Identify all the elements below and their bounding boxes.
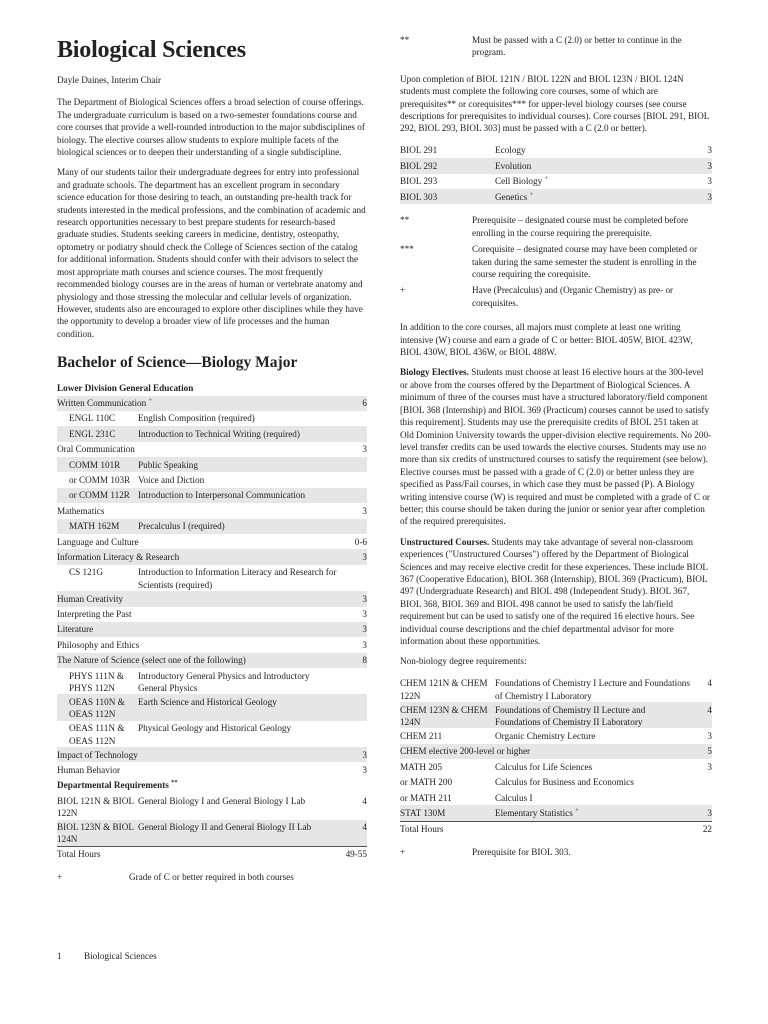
course-title bbox=[495, 191, 692, 205]
nonbio-course-row bbox=[400, 805, 712, 820]
course-row bbox=[57, 488, 367, 503]
course-hours: 3 bbox=[707, 160, 712, 171]
core-intro-paragraph: Upon completion of BIOL 121N / BIOL 122N and BIOL 123N / BIOL 124N students must complete the following core courses, some of which are prerequisites** or corequisites*** for upper-level biology courses (see course descriptions for prerequisites to individual courses). Core courses [BIOL 291, BIOL 292, BIOL 293, BIOL 303] must be passed with a C (2.0 or better). bbox=[400, 73, 710, 134]
category-row bbox=[57, 653, 367, 668]
core-course-row bbox=[400, 158, 712, 173]
nonbio-course-row bbox=[400, 676, 712, 702]
category-name bbox=[57, 505, 337, 517]
course-hours: 3 bbox=[707, 761, 712, 772]
course-code: OEAS 111N & OEAS 112N bbox=[69, 723, 125, 746]
note-symbol: + bbox=[400, 285, 406, 296]
course-code: MATH 162M bbox=[69, 521, 120, 532]
nonbio-course-row bbox=[400, 775, 712, 790]
course-title bbox=[495, 792, 692, 806]
course-code: CS 121G bbox=[69, 567, 103, 578]
requisite-notes bbox=[400, 214, 712, 309]
course-row bbox=[57, 668, 367, 694]
note-symbol: ** bbox=[400, 35, 410, 45]
course-title: Precalculus I (required) bbox=[138, 521, 225, 532]
course-hours: 5 bbox=[707, 746, 712, 757]
course-hours: 3 bbox=[707, 730, 712, 741]
course-title-text: Genetics bbox=[495, 191, 528, 202]
course-title bbox=[495, 807, 692, 821]
category-sup: + bbox=[148, 396, 153, 404]
dept-course-row bbox=[57, 793, 367, 819]
course-hours: 3 bbox=[707, 145, 712, 156]
nonbio-course-row bbox=[400, 702, 712, 728]
course-title bbox=[530, 745, 692, 759]
category-label: Human Behavior bbox=[57, 764, 121, 775]
core-course-row bbox=[400, 143, 712, 158]
left-footnote bbox=[57, 871, 367, 883]
category-label: The Nature of Science (select one of the following) bbox=[57, 655, 246, 666]
dept-req-heading-row bbox=[57, 778, 367, 793]
category-row bbox=[57, 396, 367, 411]
course-title: Introduction to Interpersonal Communication bbox=[138, 490, 306, 501]
note-symbol: ** bbox=[400, 215, 410, 226]
course-sup: + bbox=[575, 806, 579, 814]
nonbio-total-row bbox=[400, 821, 712, 836]
course-title: Introduction to Information Literacy and Research for Scientists (required) bbox=[138, 567, 337, 590]
note-text: Must be passed with a C (2.0) or better to continue in the program. bbox=[472, 35, 682, 58]
course-title: General Biology I and General Biology I Lab bbox=[138, 795, 306, 806]
total-hours-row bbox=[57, 846, 367, 861]
nonbio-total-value: 22 bbox=[702, 824, 712, 835]
lower-division-heading: Lower Division General Education bbox=[57, 382, 194, 393]
course-title-text: Calculus for Life Sciences bbox=[495, 761, 593, 772]
category-hours: 3 bbox=[362, 505, 367, 516]
category-label: Mathematics bbox=[57, 505, 105, 516]
course-code: or MATH 200 bbox=[400, 777, 453, 788]
writing-intensive-paragraph: In addition to the core courses, all majors must complete at least one writing intensive (W) course and earn a grade of C or better: BIOL 405W, BIOL 423W, BIOL 430W, BIOL 436W, or BIOL 488W. bbox=[400, 322, 693, 358]
course-title-text: Organic Chemistry Lecture bbox=[495, 730, 596, 741]
course-code: COMM 101R bbox=[69, 459, 121, 470]
course-title bbox=[495, 761, 692, 775]
category-label: Oral Communication bbox=[57, 444, 135, 455]
right-footnote bbox=[400, 846, 712, 858]
category-row bbox=[57, 637, 367, 652]
note-text: Prerequisite – designated course must be completed before enrolling in the course requiring the prerequisite. bbox=[472, 215, 689, 238]
category-label: Human Creativity bbox=[57, 593, 124, 604]
course-hours: 4 bbox=[362, 795, 367, 806]
category-hours: 3 bbox=[362, 444, 367, 455]
course-hours bbox=[692, 792, 712, 806]
curriculum-table bbox=[57, 380, 367, 861]
category-row bbox=[57, 622, 367, 637]
footnote-symbol: + bbox=[400, 847, 406, 858]
category-name bbox=[57, 443, 337, 455]
course-title bbox=[495, 677, 692, 702]
course-hours bbox=[692, 776, 712, 790]
major-title: Bachelor of Science—Biology Major bbox=[57, 354, 298, 372]
category-hours: 8 bbox=[362, 655, 367, 666]
course-title-text: Elementary Statistics bbox=[495, 807, 573, 818]
course-title bbox=[495, 144, 692, 158]
course-title-text: Evolution bbox=[495, 160, 532, 171]
chair-name: Dayle Daines, Interim Chair bbox=[57, 75, 162, 85]
category-hours: 3 bbox=[362, 639, 367, 650]
course-row bbox=[57, 721, 367, 747]
category-name bbox=[57, 764, 337, 776]
course-title: Voice and Diction bbox=[138, 474, 205, 485]
intro-paragraph-2: Many of our students tailor their undergraduate degrees for entry into professional and graduate schools. The department has an excellent program in secondary science education for those desiring to teach, an outstanding pre-health track for students interested in the medical professions, and the combination of academic and research opportunities necessary to best prepare students for research-based graduate studies. Students seeking careers in medicine, dentistry, osteopathy, optometry or podiatry should check the College of Sciences section of the catalog for additional information. Students should confer with their advisors to select the most appropriate math courses and science courses. The most frequently recommended biology courses are in the areas of human or vertebrate anatomy and physiology and those stressing the molecular and cellular levels of organization. However, students also are encouraged to explore other disciplines while they have the opportunity to develop a broader view of life processes and the human condition. bbox=[57, 167, 366, 339]
course-title bbox=[495, 776, 692, 790]
course-title bbox=[495, 175, 692, 189]
note-text: Have (Precalculus) and (Organic Chemistry) as pre- or corequisites. bbox=[472, 285, 674, 308]
dept-req-heading: Departmental Requirements ** bbox=[57, 779, 178, 791]
course-title: Introduction to Technical Writing (required) bbox=[138, 428, 300, 439]
course-code: or COMM 103R bbox=[69, 474, 131, 485]
requisite-note bbox=[400, 243, 712, 280]
footnote-symbol: + bbox=[57, 872, 63, 883]
course-code: CHEM 123N & CHEM 124N bbox=[400, 704, 488, 728]
lower-division-heading-row bbox=[57, 380, 367, 395]
course-code: BIOL 293 bbox=[400, 176, 438, 187]
course-row bbox=[57, 472, 367, 487]
category-label: Literature bbox=[57, 624, 94, 635]
course-row bbox=[57, 519, 367, 534]
category-row bbox=[57, 549, 367, 564]
nonbio-label: Non-biology degree requirements: bbox=[400, 656, 527, 667]
category-hours: 3 bbox=[362, 764, 367, 775]
category-name bbox=[57, 536, 337, 548]
course-title: Physical Geology and Historical Geology bbox=[138, 723, 292, 734]
category-row bbox=[57, 747, 367, 762]
course-code: BIOL 303 bbox=[400, 191, 438, 202]
category-label: Language and Culture bbox=[57, 536, 139, 547]
category-row bbox=[57, 607, 367, 622]
category-name bbox=[57, 639, 337, 651]
nonbio-total-label: Total Hours bbox=[400, 824, 444, 835]
page-title: Biological Sciences bbox=[57, 37, 246, 63]
category-name bbox=[57, 654, 337, 666]
category-label: Written Communication bbox=[57, 398, 147, 409]
course-code: or COMM 112R bbox=[69, 490, 130, 501]
category-name bbox=[57, 749, 337, 761]
right-column bbox=[400, 34, 712, 859]
nonbio-course-row bbox=[400, 790, 712, 805]
nonbio-course-row bbox=[400, 744, 712, 759]
category-name bbox=[57, 551, 337, 563]
category-name bbox=[57, 397, 337, 409]
course-code: BIOL 291 bbox=[400, 145, 438, 156]
course-row bbox=[57, 411, 367, 426]
category-name bbox=[57, 593, 337, 605]
course-code: OEAS 110N & OEAS 112N bbox=[69, 696, 125, 720]
course-title-text: Calculus for Business and Economics bbox=[495, 777, 634, 788]
category-label: Information Literacy & Research bbox=[57, 551, 180, 562]
course-title-text: Calculus I bbox=[495, 792, 533, 803]
course-title-text: Cell Biology bbox=[495, 176, 543, 187]
note-symbol: *** bbox=[400, 244, 414, 255]
course-sup: + bbox=[544, 175, 549, 183]
course-sup: + bbox=[529, 190, 534, 198]
course-code: ENGL 231C bbox=[69, 428, 116, 439]
category-row bbox=[57, 442, 367, 457]
course-code: MATH 205 bbox=[400, 761, 443, 772]
course-code: CHEM 211 bbox=[400, 730, 443, 741]
category-label: Impact of Technology bbox=[57, 749, 138, 760]
course-code: CHEM 121N & CHEM 122N bbox=[400, 678, 488, 701]
course-row bbox=[57, 457, 367, 472]
course-code: STAT 130M bbox=[400, 807, 446, 818]
requisite-note bbox=[400, 284, 712, 309]
note-text: Corequisite – designated course may have been completed or taken during the same semester the student is enrolling in the course requiring the corequisite. bbox=[472, 244, 698, 280]
course-title-text: Ecology bbox=[495, 145, 526, 156]
course-title: English Composition (required) bbox=[138, 413, 255, 424]
course-code: BIOL 121N & BIOL 122N bbox=[57, 795, 134, 819]
left-column bbox=[57, 30, 367, 884]
category-label: Philosophy and Ethics bbox=[57, 639, 140, 650]
course-title: General Biology II and General Biology II Lab bbox=[138, 822, 312, 832]
course-row bbox=[57, 426, 367, 441]
course-code: CHEM elective 200-level or higher bbox=[400, 746, 531, 757]
course-title: Earth Science and Historical Geology bbox=[138, 696, 277, 707]
core-course-row bbox=[400, 174, 712, 189]
category-row bbox=[57, 591, 367, 606]
category-hours: 3 bbox=[362, 609, 367, 620]
category-hours: 6 bbox=[362, 398, 367, 409]
course-title-text: Foundations of Chemistry II Lecture and Foundations of Chemistry II Laboratory bbox=[495, 704, 646, 728]
category-row bbox=[57, 503, 367, 518]
intro-paragraph-1: The Department of Biological Sciences offers a broad selection of course offerings. The undergraduate curriculum is based on a two-semester foundations course and core courses that provide a well-rounded introduction to the major subdisciplines of biology. The elective courses allow students to explore multiple facets of the biological sciences or to deepen their understanding of a single subdiscipline. bbox=[57, 97, 365, 158]
pass-requirement-note bbox=[400, 34, 712, 59]
nonbio-courses-table bbox=[400, 676, 712, 836]
footnote-text: Prerequisite for BIOL 303. bbox=[472, 847, 571, 858]
nonbio-course-row bbox=[400, 728, 712, 743]
course-row bbox=[57, 694, 367, 720]
category-hours: 0-6 bbox=[354, 536, 367, 547]
total-hours-value: 49-55 bbox=[345, 849, 367, 860]
electives-paragraph: Biology Electives. Students must choose at least 16 elective hours at the 300-level or above from the courses offered by the Department of Biological Sciences. A minimum of three of the courses must have a structured laboratory/field component [BIOL 368 (Internship) and BIOL 369 (Practicum) courses cannot be used to satisfy this requirement]. Students may use the prerequisite credits of BIOL 251 taken at Old Dominion University towards the upper-division elective requirements. No 200-level transfer credits can be used towards the elective courses. Students may use no more than six credits of unstructured courses to satisfy the requirement (see below). Elective courses must be passed with a grade of C (2.0) or better unless they are specified as Pass/Fail courses, in which case they must be passed (P). A Biology writing intensive course (W) is required and must be completed with a grade of C or better; this course should be taken during the junior or senior year after completion of the required prerequisites. bbox=[400, 367, 712, 527]
category-label: Interpreting the Past bbox=[57, 609, 132, 620]
requisite-note bbox=[400, 214, 712, 239]
course-title bbox=[495, 704, 692, 729]
course-title bbox=[495, 730, 692, 744]
unstructured-paragraph: Unstructured Courses. Students may take advantage of several non-classroom experiences ("Unstructured Courses") offered by the Department of Biological Sciences and may receive elective credit for these experiences. These include BIOL 367 (Cooperative Education), BIOL 368 (Internship), BIOL 369 (Practicum), BIOL 497 (Undergraduate Research) and BIOL 498 (Independent Study). BIOL 367, BIOL 368, BIOL 369 and BIOL 498 cannot be used to satisfy the lab/field requirement but can be used to satisfy one of the required 16 elective hours. See individual course descriptions and the chief departmental advisor for more information about these opportunities. bbox=[400, 536, 708, 646]
course-hours: 3 bbox=[707, 191, 712, 202]
category-hours: 3 bbox=[362, 593, 367, 604]
core-course-row bbox=[400, 189, 712, 204]
footnote-text: Grade of C or better required in both courses bbox=[129, 872, 294, 883]
course-hours: 4 bbox=[707, 704, 712, 715]
course-title: Introductory General Physics and Introductory General Physics bbox=[138, 670, 310, 693]
course-code: ENGL 110C bbox=[69, 413, 116, 424]
course-title bbox=[495, 160, 692, 174]
core-courses-table bbox=[400, 143, 712, 205]
course-hours: 4 bbox=[362, 822, 367, 832]
category-row bbox=[57, 762, 367, 777]
course-code: PHYS 111N & PHYS 112N bbox=[69, 670, 124, 693]
course-hours: 3 bbox=[707, 807, 712, 818]
course-title: Public Speaking bbox=[138, 459, 198, 470]
total-hours-label: Total Hours bbox=[57, 849, 101, 860]
category-hours: 3 bbox=[362, 551, 367, 562]
dept-course-row bbox=[57, 820, 367, 846]
category-hours: 3 bbox=[362, 749, 367, 760]
course-hours: 3 bbox=[707, 176, 712, 187]
page-number: 1 bbox=[57, 951, 62, 961]
course-title-text: Foundations of Chemistry I Lecture and Foundations of Chemistry I Laboratory bbox=[495, 678, 690, 701]
category-hours: 3 bbox=[362, 624, 367, 635]
category-name bbox=[57, 623, 337, 635]
category-row bbox=[57, 534, 367, 549]
course-code: BIOL 123N & BIOL 124N bbox=[57, 822, 134, 845]
page-footer bbox=[57, 951, 157, 961]
course-hours: 4 bbox=[707, 678, 712, 689]
category-name bbox=[57, 608, 337, 620]
footer-label: Biological Sciences bbox=[84, 951, 157, 961]
course-code: or MATH 211 bbox=[400, 792, 452, 803]
course-code: BIOL 292 bbox=[400, 160, 438, 171]
course-row bbox=[57, 565, 367, 591]
nonbio-course-row bbox=[400, 759, 712, 774]
